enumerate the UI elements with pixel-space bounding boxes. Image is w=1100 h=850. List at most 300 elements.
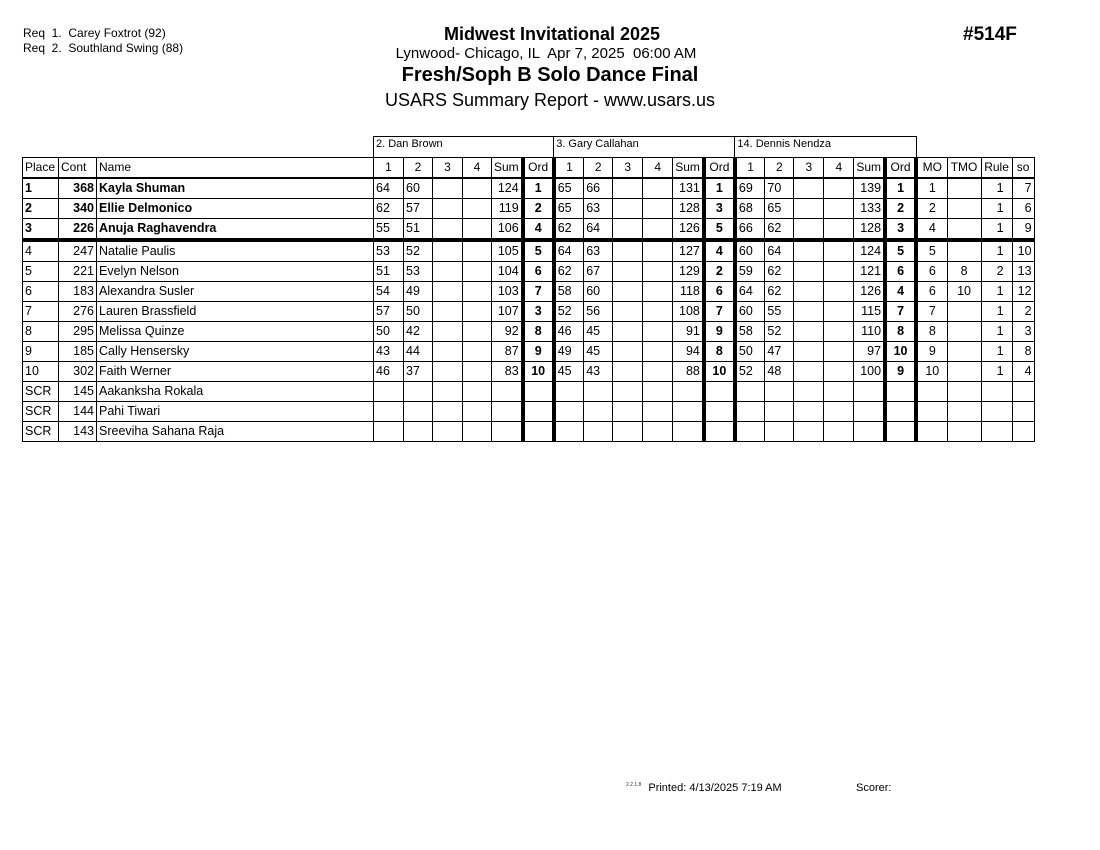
judge-3-sum: 128 xyxy=(854,219,885,241)
judge-2-ordinal: 5 xyxy=(704,219,735,241)
col-j3-ord: Ord xyxy=(885,158,916,179)
col-j1-s4: 4 xyxy=(463,158,492,179)
report-title: USARS Summary Report - www.usars.us xyxy=(384,90,716,110)
skater-name: Evelyn Nelson xyxy=(97,262,374,282)
judge-1-score-3 xyxy=(433,402,463,422)
skating-order: 7 xyxy=(1012,178,1034,199)
judge-2-score-4 xyxy=(643,362,673,382)
skater-name: Cally Hensersky xyxy=(97,342,374,362)
judge-2-ordinal: 10 xyxy=(704,362,735,382)
judge-3-score-4 xyxy=(824,342,854,362)
rule-cell: 1 xyxy=(981,282,1012,302)
judge-3-score-1: 60 xyxy=(735,240,765,262)
judge-3-score-3 xyxy=(794,382,824,402)
judge-2-sum: 108 xyxy=(673,302,704,322)
skating-order: 10 xyxy=(1012,240,1034,262)
judge-1-score-2: 37 xyxy=(404,362,433,382)
judge-2-score-3 xyxy=(613,199,643,219)
judge-2-score-3 xyxy=(613,342,643,362)
judge-2-score-1 xyxy=(554,422,584,442)
table-row xyxy=(23,282,1035,302)
results-table xyxy=(22,136,1035,442)
judge-3-score-3 xyxy=(794,422,824,442)
judge-3-score-1: 64 xyxy=(735,282,765,302)
contestant-number: 340 xyxy=(59,199,97,219)
skater-name: Faith Werner xyxy=(97,362,374,382)
judge-3-score-2 xyxy=(765,382,794,402)
judge-3-ordinal: 10 xyxy=(885,342,916,362)
rule-cell: 1 xyxy=(981,302,1012,322)
majority-ordinal: 9 xyxy=(916,342,947,362)
final-title: Fresh/Soph B Solo Dance Final xyxy=(401,64,699,86)
judge-1-ordinal: 8 xyxy=(523,322,554,342)
majority-ordinal: 10 xyxy=(916,362,947,382)
judge-1-score-1: 55 xyxy=(374,219,404,241)
judge-2-score-4 xyxy=(643,240,673,262)
tie-majority-ordinal xyxy=(947,362,981,382)
judge-1-ordinal: 3 xyxy=(523,302,554,322)
judge-3-score-1: 66 xyxy=(735,219,765,241)
judge-2-score-2: 60 xyxy=(584,282,613,302)
judge-1-score-3 xyxy=(433,422,463,442)
judge-1-sum: 124 xyxy=(492,178,523,199)
rule-cell: 1 xyxy=(981,362,1012,382)
majority-ordinal xyxy=(916,422,947,442)
judge-1-score-4 xyxy=(463,282,492,302)
tie-majority-ordinal xyxy=(947,302,981,322)
judge-2-score-4 xyxy=(643,342,673,362)
skater-name: Lauren Brassfield xyxy=(97,302,374,322)
skater-name: Alexandra Susler xyxy=(97,282,374,302)
judge-2-score-1: 46 xyxy=(554,322,584,342)
judge-2-sum: 91 xyxy=(673,322,704,342)
judge-2-score-2: 64 xyxy=(584,219,613,241)
col-so: so xyxy=(1012,158,1034,179)
skater-name: Melissa Quinze xyxy=(97,322,374,342)
judge-1-score-1: 64 xyxy=(374,178,404,199)
judge-2-score-4 xyxy=(643,282,673,302)
judge-2-ordinal: 7 xyxy=(704,302,735,322)
judge-1-score-4 xyxy=(463,199,492,219)
judge-3-score-3 xyxy=(794,402,824,422)
judge-1-score-1: 57 xyxy=(374,302,404,322)
judge-2-ordinal: 9 xyxy=(704,322,735,342)
majority-ordinal xyxy=(916,382,947,402)
judge-1-score-2: 53 xyxy=(404,262,433,282)
judge-1-score-4 xyxy=(463,342,492,362)
venue-line: Lynwood- Chicago, IL Apr 7, 2025 06:00 AM xyxy=(395,45,697,62)
judge-3-score-4 xyxy=(824,422,854,442)
print-info xyxy=(626,782,782,794)
skating-order: 4 xyxy=(1012,362,1034,382)
tie-majority-ordinal xyxy=(947,422,981,442)
judge-2-score-4 xyxy=(643,422,673,442)
col-j1-ord: Ord xyxy=(523,158,554,179)
judge-2-score-3 xyxy=(613,362,643,382)
judge-1-score-3 xyxy=(433,342,463,362)
judge-2-sum: 131 xyxy=(673,178,704,199)
judge-1-score-3 xyxy=(433,219,463,241)
request-line-1: Req 1. Carey Foxtrot (92) xyxy=(23,26,166,40)
place-cell: 8 xyxy=(23,322,59,342)
judge-2-score-4 xyxy=(643,199,673,219)
judge-2-score-3 xyxy=(613,282,643,302)
judge-3-score-2: 70 xyxy=(765,178,794,199)
judge-2-score-2: 45 xyxy=(584,342,613,362)
tie-majority-ordinal xyxy=(947,240,981,262)
skating-order xyxy=(1012,402,1034,422)
judge-1-score-1: 53 xyxy=(374,240,404,262)
judge-1-score-4 xyxy=(463,422,492,442)
tie-majority-ordinal xyxy=(947,322,981,342)
judge-1-ordinal: 4 xyxy=(523,219,554,241)
judge-2-sum xyxy=(673,402,704,422)
judge-1-ordinal: 5 xyxy=(523,240,554,262)
judge-1-score-1 xyxy=(374,402,404,422)
judge-2-score-3 xyxy=(613,422,643,442)
judge-3-score-4 xyxy=(824,199,854,219)
col-j1-s2: 2 xyxy=(404,158,433,179)
skating-order: 12 xyxy=(1012,282,1034,302)
judge-1-score-3 xyxy=(433,282,463,302)
judge-1-score-4 xyxy=(463,219,492,241)
judge-3-ordinal: 1 xyxy=(885,178,916,199)
place-cell: 7 xyxy=(23,302,59,322)
judge-2-score-4 xyxy=(643,178,673,199)
skater-name: Sreeviha Sahana Raja xyxy=(97,422,374,442)
judge-3-sum: 100 xyxy=(854,362,885,382)
judge-1-score-2 xyxy=(404,382,433,402)
judge-1-sum: 103 xyxy=(492,282,523,302)
judge-2-score-3 xyxy=(613,178,643,199)
table-row xyxy=(23,422,1035,442)
col-j3-s2: 2 xyxy=(765,158,794,179)
judge-2-sum xyxy=(673,382,704,402)
judge-2-score-2 xyxy=(584,422,613,442)
judge-2-ordinal: 1 xyxy=(704,178,735,199)
judge-3-score-3 xyxy=(794,322,824,342)
judge-2-score-4 xyxy=(643,382,673,402)
judge-3-ordinal: 9 xyxy=(885,362,916,382)
col-j3-s3: 3 xyxy=(794,158,824,179)
judge-3-score-2: 62 xyxy=(765,219,794,241)
judge-3-score-4 xyxy=(824,178,854,199)
judge-2-score-4 xyxy=(643,322,673,342)
judge-3-score-2: 47 xyxy=(765,342,794,362)
judge-1-name: 2. Dan Brown xyxy=(374,137,554,158)
rule-cell xyxy=(981,382,1012,402)
rule-cell: 1 xyxy=(981,219,1012,241)
col-j3-s4: 4 xyxy=(824,158,854,179)
judge-3-sum: 110 xyxy=(854,322,885,342)
judge-2-ordinal: 8 xyxy=(704,342,735,362)
judge-2-score-1 xyxy=(554,382,584,402)
majority-ordinal: 6 xyxy=(916,282,947,302)
judge-1-score-1: 54 xyxy=(374,282,404,302)
tie-majority-ordinal xyxy=(947,382,981,402)
judge-3-score-3 xyxy=(794,262,824,282)
place-cell: 4 xyxy=(23,240,59,262)
judge-2-score-4 xyxy=(643,219,673,241)
judge-3-score-2: 55 xyxy=(765,302,794,322)
place-cell: 3 xyxy=(23,219,59,241)
judge-1-score-1: 43 xyxy=(374,342,404,362)
table-row xyxy=(23,362,1035,382)
judge-1-score-3 xyxy=(433,362,463,382)
judge-2-score-3 xyxy=(613,402,643,422)
col-j2-s4: 4 xyxy=(643,158,673,179)
skater-name: Ellie Delmonico xyxy=(97,199,374,219)
judge-2-score-2: 67 xyxy=(584,262,613,282)
majority-ordinal: 2 xyxy=(916,199,947,219)
table-row xyxy=(23,178,1035,199)
judge-3-score-3 xyxy=(794,302,824,322)
judge-1-sum: 106 xyxy=(492,219,523,241)
judge-3-score-4 xyxy=(824,382,854,402)
majority-ordinal: 1 xyxy=(916,178,947,199)
col-j2-sum: Sum xyxy=(673,158,704,179)
scorer-label: Scorer: xyxy=(856,782,892,794)
judge-3-ordinal: 8 xyxy=(885,322,916,342)
judge-1-ordinal: 9 xyxy=(523,342,554,362)
event-number: #514F xyxy=(963,24,1017,45)
judge-2-score-3 xyxy=(613,322,643,342)
judge-1-score-3 xyxy=(433,382,463,402)
judge-2-score-2: 63 xyxy=(584,240,613,262)
tie-majority-ordinal xyxy=(947,342,981,362)
place-cell: SCR xyxy=(23,422,59,442)
judge-3-score-4 xyxy=(824,219,854,241)
col-name: Name xyxy=(97,158,374,179)
col-tmo: TMO xyxy=(947,158,981,179)
skating-order: 8 xyxy=(1012,342,1034,362)
request-line-2: Req 2. Southland Swing (88) xyxy=(23,41,184,55)
contestant-number: 143 xyxy=(59,422,97,442)
contestant-number: 221 xyxy=(59,262,97,282)
contestant-number: 226 xyxy=(59,219,97,241)
col-j2-ord: Ord xyxy=(704,158,735,179)
judge-3-score-1: 50 xyxy=(735,342,765,362)
judge-2-score-2 xyxy=(584,402,613,422)
judge-3-score-2 xyxy=(765,402,794,422)
judge-1-score-1: 46 xyxy=(374,362,404,382)
judge-3-ordinal: 6 xyxy=(885,262,916,282)
judge-2-score-1: 64 xyxy=(554,240,584,262)
judge-2-score-2: 63 xyxy=(584,199,613,219)
rule-cell: 2 xyxy=(981,262,1012,282)
judge-3-score-2: 62 xyxy=(765,262,794,282)
judge-3-sum: 124 xyxy=(854,240,885,262)
judge-1-score-3 xyxy=(433,199,463,219)
judge-1-sum xyxy=(492,402,523,422)
judge-2-ordinal: 2 xyxy=(704,262,735,282)
judge-1-ordinal: 10 xyxy=(523,362,554,382)
judge-3-score-1: 58 xyxy=(735,322,765,342)
skating-order: 9 xyxy=(1012,219,1034,241)
col-j2-s2: 2 xyxy=(584,158,613,179)
col-cont: Cont xyxy=(59,158,97,179)
table-row xyxy=(23,219,1035,241)
judge-2-sum: 88 xyxy=(673,362,704,382)
judge-header-row xyxy=(23,137,1035,158)
col-j2-s3: 3 xyxy=(613,158,643,179)
col-j1-sum: Sum xyxy=(492,158,523,179)
judge-3-score-4 xyxy=(824,262,854,282)
judge-1-sum: 104 xyxy=(492,262,523,282)
judge-1-score-2: 60 xyxy=(404,178,433,199)
judge-1-score-2: 50 xyxy=(404,302,433,322)
judge-3-sum: 121 xyxy=(854,262,885,282)
judge-3-score-2: 62 xyxy=(765,282,794,302)
place-cell: 5 xyxy=(23,262,59,282)
judge-3-sum xyxy=(854,402,885,422)
judge-2-score-1: 65 xyxy=(554,199,584,219)
judge-1-sum: 87 xyxy=(492,342,523,362)
judge-2-ordinal: 3 xyxy=(704,199,735,219)
judge-1-score-4 xyxy=(463,322,492,342)
judge-2-score-1: 62 xyxy=(554,219,584,241)
judge-1-sum: 119 xyxy=(492,199,523,219)
skating-order: 2 xyxy=(1012,302,1034,322)
judge-2-score-4 xyxy=(643,262,673,282)
skater-name: Natalie Paulis xyxy=(97,240,374,262)
skater-name: Pahi Tiwari xyxy=(97,402,374,422)
table-row xyxy=(23,262,1035,282)
tie-majority-ordinal: 10 xyxy=(947,282,981,302)
table-row xyxy=(23,322,1035,342)
judge-2-sum: 94 xyxy=(673,342,704,362)
col-j3-s1: 1 xyxy=(735,158,765,179)
judge-3-score-2: 65 xyxy=(765,199,794,219)
contestant-number: 276 xyxy=(59,302,97,322)
judge-3-score-1: 68 xyxy=(735,199,765,219)
skating-order xyxy=(1012,422,1034,442)
place-cell: 9 xyxy=(23,342,59,362)
judge-2-sum: 118 xyxy=(673,282,704,302)
judge-1-score-4 xyxy=(463,240,492,262)
contestant-number: 144 xyxy=(59,402,97,422)
judge-2-score-1: 52 xyxy=(554,302,584,322)
judge-1-score-3 xyxy=(433,302,463,322)
place-cell: 1 xyxy=(23,178,59,199)
col-rule: Rule xyxy=(981,158,1012,179)
tie-majority-ordinal: 8 xyxy=(947,262,981,282)
judge-3-score-1 xyxy=(735,422,765,442)
judge-2-score-1 xyxy=(554,402,584,422)
majority-ordinal: 5 xyxy=(916,240,947,262)
majority-ordinal: 4 xyxy=(916,219,947,241)
judge-1-ordinal xyxy=(523,382,554,402)
majority-ordinal: 8 xyxy=(916,322,947,342)
place-cell: SCR xyxy=(23,382,59,402)
judge-3-sum: 133 xyxy=(854,199,885,219)
contestant-number: 368 xyxy=(59,178,97,199)
judge-3-score-4 xyxy=(824,302,854,322)
judge-2-ordinal xyxy=(704,382,735,402)
judge-3-ordinal xyxy=(885,402,916,422)
judge-2-score-1: 45 xyxy=(554,362,584,382)
judge-3-ordinal xyxy=(885,382,916,402)
judge-1-sum xyxy=(492,382,523,402)
judge-3-score-3 xyxy=(794,199,824,219)
judge-1-score-3 xyxy=(433,262,463,282)
table-row xyxy=(23,199,1035,219)
rule-cell: 1 xyxy=(981,342,1012,362)
col-mo: MO xyxy=(916,158,947,179)
judge-3-ordinal xyxy=(885,422,916,442)
judge-3-sum xyxy=(854,382,885,402)
judge-2-score-2: 45 xyxy=(584,322,613,342)
judge-1-score-2: 44 xyxy=(404,342,433,362)
majority-ordinal xyxy=(916,402,947,422)
judge-1-score-2 xyxy=(404,402,433,422)
judge-1-score-4 xyxy=(463,362,492,382)
judge-3-sum: 139 xyxy=(854,178,885,199)
judge-3-score-2: 64 xyxy=(765,240,794,262)
printed-timestamp: Printed: 4/13/2025 7:19 AM xyxy=(648,782,782,794)
judge-3-ordinal: 2 xyxy=(885,199,916,219)
judge-1-score-4 xyxy=(463,178,492,199)
judge-3-score-3 xyxy=(794,362,824,382)
judge-1-ordinal: 6 xyxy=(523,262,554,282)
judge-1-score-2: 51 xyxy=(404,219,433,241)
judge-3-score-4 xyxy=(824,362,854,382)
judge-2-sum: 129 xyxy=(673,262,704,282)
judge-1-ordinal xyxy=(523,422,554,442)
table-row xyxy=(23,302,1035,322)
col-j1-s3: 3 xyxy=(433,158,463,179)
judge-3-score-1 xyxy=(735,402,765,422)
judge-3-ordinal: 5 xyxy=(885,240,916,262)
judge-3-ordinal: 3 xyxy=(885,219,916,241)
judge-1-score-1: 62 xyxy=(374,199,404,219)
rule-cell: 1 xyxy=(981,199,1012,219)
tie-majority-ordinal xyxy=(947,402,981,422)
judge-1-score-3 xyxy=(433,240,463,262)
judge-2-score-1: 65 xyxy=(554,178,584,199)
skating-order: 3 xyxy=(1012,322,1034,342)
col-j3-sum: Sum xyxy=(854,158,885,179)
judge-1-sum: 107 xyxy=(492,302,523,322)
judge-1-score-1 xyxy=(374,382,404,402)
judge-1-score-2 xyxy=(404,422,433,442)
judge-1-score-2: 42 xyxy=(404,322,433,342)
judge-2-ordinal xyxy=(704,402,735,422)
judge-2-sum: 128 xyxy=(673,199,704,219)
judge-2-sum: 127 xyxy=(673,240,704,262)
judge-1-score-2: 52 xyxy=(404,240,433,262)
judge-2-ordinal xyxy=(704,422,735,442)
judge-3-sum xyxy=(854,422,885,442)
judge-3-score-1: 69 xyxy=(735,178,765,199)
judge-2-score-4 xyxy=(643,302,673,322)
judge-1-score-4 xyxy=(463,382,492,402)
contestant-number: 295 xyxy=(59,322,97,342)
judge-2-ordinal: 4 xyxy=(704,240,735,262)
judge-2-score-2: 43 xyxy=(584,362,613,382)
judge-3-score-4 xyxy=(824,402,854,422)
contestant-number: 247 xyxy=(59,240,97,262)
judge-3-score-4 xyxy=(824,322,854,342)
judge-2-sum: 126 xyxy=(673,219,704,241)
col-j1-s1: 1 xyxy=(374,158,404,179)
judge-2-score-4 xyxy=(643,402,673,422)
skating-order: 13 xyxy=(1012,262,1034,282)
place-cell: SCR xyxy=(23,402,59,422)
judge-1-ordinal: 2 xyxy=(523,199,554,219)
judge-3-ordinal: 4 xyxy=(885,282,916,302)
tie-majority-ordinal xyxy=(947,219,981,241)
